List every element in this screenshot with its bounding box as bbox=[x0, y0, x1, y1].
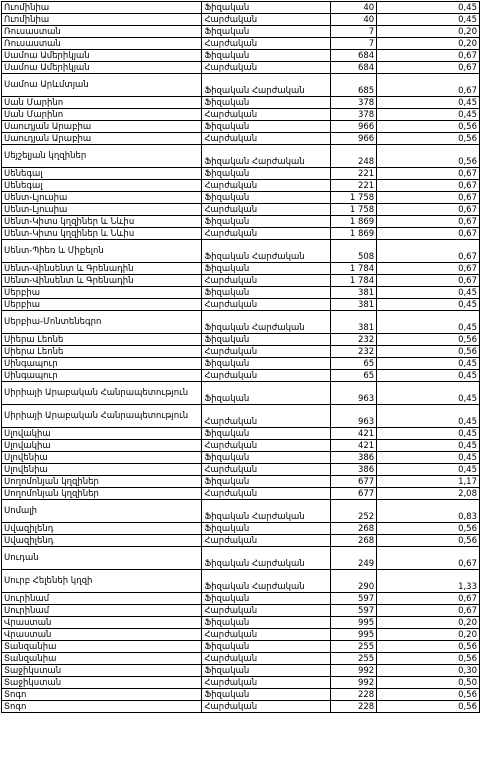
country-cell: Սվազիլենդ bbox=[2, 523, 202, 535]
table-row bbox=[2, 701, 480, 713]
type-cell: Ֆիզական Հարժական bbox=[202, 547, 330, 570]
type-cell: Ֆիզական Հարժական bbox=[202, 145, 330, 168]
table-row bbox=[2, 216, 480, 228]
table-row bbox=[2, 500, 480, 523]
type-cell: Ֆիզական bbox=[202, 593, 330, 605]
country-cell: Սոմալի bbox=[2, 500, 202, 523]
type-cell: Հարժական bbox=[202, 405, 330, 428]
country-cell: Սինգապուր bbox=[2, 370, 202, 382]
rate-cell: 0,45 bbox=[377, 428, 480, 440]
table-row bbox=[2, 311, 480, 334]
type-cell: Հարժական bbox=[202, 464, 330, 476]
rate-cell: 0,67 bbox=[377, 180, 480, 192]
rate-cell: 0,67 bbox=[377, 168, 480, 180]
rate-cell: 0,56 bbox=[377, 653, 480, 665]
country-cell: Սենտ-Կիտս կղզիներ և Նևիս bbox=[2, 216, 202, 228]
country-cell: Սենտ-Վինսենտ և Գրենադին bbox=[2, 275, 202, 287]
type-cell: Հարժական bbox=[202, 275, 330, 287]
rate-cell: 0,45 bbox=[377, 405, 480, 428]
code-cell: 268 bbox=[330, 535, 376, 547]
table-row bbox=[2, 74, 480, 97]
country-cell: Սաուդյան Արաբիա bbox=[2, 121, 202, 133]
code-cell: 381 bbox=[330, 287, 376, 299]
table-row bbox=[2, 593, 480, 605]
country-cell: Սենեգալ bbox=[2, 180, 202, 192]
code-cell: 421 bbox=[330, 428, 376, 440]
table-row bbox=[2, 629, 480, 641]
type-cell: Ֆիզական bbox=[202, 523, 330, 535]
table-row bbox=[2, 689, 480, 701]
rate-cell: 0,67 bbox=[377, 240, 480, 263]
country-cell: Սլովակիա bbox=[2, 440, 202, 452]
type-cell: Հարժական bbox=[202, 701, 330, 713]
country-cell: Սուդան bbox=[2, 547, 202, 570]
type-cell: Ֆիզական bbox=[202, 263, 330, 275]
table-row bbox=[2, 605, 480, 617]
type-cell: Ֆիզական Հարժական bbox=[202, 311, 330, 334]
type-cell: Ֆիզական bbox=[202, 428, 330, 440]
rates-table bbox=[1, 1, 480, 713]
code-cell: 7 bbox=[330, 26, 376, 38]
table-row bbox=[2, 405, 480, 428]
type-cell: Ֆիզական bbox=[202, 121, 330, 133]
code-cell: 421 bbox=[330, 440, 376, 452]
rate-cell: 1,17 bbox=[377, 476, 480, 488]
code-cell: 1 784 bbox=[330, 275, 376, 287]
country-cell: Սուրինամ bbox=[2, 605, 202, 617]
table-row bbox=[2, 382, 480, 405]
code-cell: 1 758 bbox=[330, 192, 376, 204]
table-row bbox=[2, 570, 480, 593]
code-cell: 386 bbox=[330, 452, 376, 464]
country-cell: Սողոմոնյան կղզիներ bbox=[2, 476, 202, 488]
type-cell: Ֆիզական bbox=[202, 2, 330, 14]
table-row bbox=[2, 287, 480, 299]
country-cell: Սամոա Ամերիկյան bbox=[2, 62, 202, 74]
type-cell: Ֆիզական bbox=[202, 216, 330, 228]
table-row bbox=[2, 275, 480, 287]
table-row bbox=[2, 677, 480, 689]
rate-cell: 0,30 bbox=[377, 665, 480, 677]
type-cell: Ֆիզական Հարժական bbox=[202, 570, 330, 593]
country-cell: Սամոա Արևմտյան bbox=[2, 74, 202, 97]
table-row bbox=[2, 535, 480, 547]
code-cell: 221 bbox=[330, 180, 376, 192]
code-cell: 508 bbox=[330, 240, 376, 263]
code-cell: 252 bbox=[330, 500, 376, 523]
rate-cell: 0,45 bbox=[377, 97, 480, 109]
country-cell: Տաջիկստան bbox=[2, 665, 202, 677]
country-cell: Սերբիա bbox=[2, 287, 202, 299]
country-cell: Սենեգալ bbox=[2, 168, 202, 180]
rate-cell: 0,67 bbox=[377, 605, 480, 617]
code-cell: 40 bbox=[330, 2, 376, 14]
type-cell: Ֆիզական Հարժական bbox=[202, 74, 330, 97]
country-cell: Ռուսաստան bbox=[2, 38, 202, 50]
country-cell: Սենտ-Կիտս կղզիներ և Նևիս bbox=[2, 228, 202, 240]
type-cell: Հարժական bbox=[202, 62, 330, 74]
table-row bbox=[2, 97, 480, 109]
type-cell: Հարժական bbox=[202, 14, 330, 26]
type-cell: Ֆիզական bbox=[202, 50, 330, 62]
rate-cell: 0,45 bbox=[377, 452, 480, 464]
country-cell: Տանզանիա bbox=[2, 653, 202, 665]
rate-cell: 0,67 bbox=[377, 192, 480, 204]
table-row bbox=[2, 38, 480, 50]
type-cell: Ֆիզական bbox=[202, 168, 330, 180]
country-cell: Սուրինամ bbox=[2, 593, 202, 605]
code-cell: 386 bbox=[330, 464, 376, 476]
country-cell: Սաուդյան Արաբիա bbox=[2, 133, 202, 145]
country-cell: Սլովենիա bbox=[2, 464, 202, 476]
country-cell: Ուոմինիա bbox=[2, 2, 202, 14]
rate-cell: 0,56 bbox=[377, 133, 480, 145]
code-cell: 1 869 bbox=[330, 228, 376, 240]
type-cell: Հարժական bbox=[202, 629, 330, 641]
type-cell: Հարժական bbox=[202, 228, 330, 240]
table-row bbox=[2, 62, 480, 74]
country-cell: Վրաստան bbox=[2, 617, 202, 629]
type-cell: Ֆիզական Հարժական bbox=[202, 240, 330, 263]
type-cell: Հարժական bbox=[202, 488, 330, 500]
country-cell: Սան Մարինո bbox=[2, 109, 202, 121]
table-row bbox=[2, 440, 480, 452]
code-cell: 268 bbox=[330, 523, 376, 535]
table-row bbox=[2, 488, 480, 500]
code-cell: 966 bbox=[330, 133, 376, 145]
table-row bbox=[2, 192, 480, 204]
code-cell: 685 bbox=[330, 74, 376, 97]
rate-cell: 0,56 bbox=[377, 689, 480, 701]
country-cell: Սենտ-Լյուսիա bbox=[2, 204, 202, 216]
code-cell: 597 bbox=[330, 593, 376, 605]
country-cell: Սիրիայի Արաբական Հանրապետություն bbox=[2, 382, 202, 405]
country-cell: Սան Մարինո bbox=[2, 97, 202, 109]
rate-cell: 0,45 bbox=[377, 299, 480, 311]
table-row bbox=[2, 180, 480, 192]
code-cell: 963 bbox=[330, 405, 376, 428]
country-cell: Սինգապուր bbox=[2, 358, 202, 370]
table-row bbox=[2, 145, 480, 168]
country-cell: Ուոմինիա bbox=[2, 14, 202, 26]
code-cell: 40 bbox=[330, 14, 376, 26]
rate-cell: 2,08 bbox=[377, 488, 480, 500]
rate-cell: 0,67 bbox=[377, 50, 480, 62]
code-cell: 255 bbox=[330, 641, 376, 653]
table-row bbox=[2, 14, 480, 26]
table-row bbox=[2, 665, 480, 677]
type-cell: Հարժական bbox=[202, 299, 330, 311]
type-cell: Հարժական bbox=[202, 370, 330, 382]
code-cell: 232 bbox=[330, 334, 376, 346]
country-cell: Սուրբ Հելենեի կղզի bbox=[2, 570, 202, 593]
rate-cell: 0,67 bbox=[377, 62, 480, 74]
rates-table-body bbox=[2, 2, 480, 713]
code-cell: 1 869 bbox=[330, 216, 376, 228]
rate-cell: 0,67 bbox=[377, 216, 480, 228]
rate-cell: 0,67 bbox=[377, 228, 480, 240]
rate-cell: 0,56 bbox=[377, 145, 480, 168]
type-cell: Ֆիզական bbox=[202, 26, 330, 38]
type-cell: Հարժական bbox=[202, 535, 330, 547]
rate-cell: 0,50 bbox=[377, 677, 480, 689]
code-cell: 684 bbox=[330, 62, 376, 74]
type-cell: Ֆիզական bbox=[202, 617, 330, 629]
table-row bbox=[2, 617, 480, 629]
type-cell: Հարժական bbox=[202, 677, 330, 689]
type-cell: Հարժական bbox=[202, 133, 330, 145]
rate-cell: 0,67 bbox=[377, 204, 480, 216]
country-cell: Սենտ-Լյուսիա bbox=[2, 192, 202, 204]
code-cell: 1 784 bbox=[330, 263, 376, 275]
country-cell: Տաջիկստան bbox=[2, 677, 202, 689]
table-row bbox=[2, 464, 480, 476]
code-cell: 597 bbox=[330, 605, 376, 617]
code-cell: 381 bbox=[330, 299, 376, 311]
type-cell: Հարժական bbox=[202, 440, 330, 452]
country-cell: Սերբիա bbox=[2, 299, 202, 311]
rate-cell: 0,45 bbox=[377, 287, 480, 299]
code-cell: 381 bbox=[330, 311, 376, 334]
type-cell: Հարժական bbox=[202, 180, 330, 192]
country-cell: Տոգո bbox=[2, 701, 202, 713]
type-cell: Հարժական bbox=[202, 204, 330, 216]
table-row bbox=[2, 228, 480, 240]
table-row bbox=[2, 299, 480, 311]
code-cell: 228 bbox=[330, 701, 376, 713]
country-cell: Սլովենիա bbox=[2, 452, 202, 464]
rate-cell: 0,67 bbox=[377, 593, 480, 605]
code-cell: 992 bbox=[330, 665, 376, 677]
country-cell: Սիրիայի Արաբական Հանրապետություն bbox=[2, 405, 202, 428]
country-cell: Սեյշելյան կղզիներ bbox=[2, 145, 202, 168]
rate-cell: 0,67 bbox=[377, 263, 480, 275]
rate-cell: 0,45 bbox=[377, 382, 480, 405]
rate-cell: 0,56 bbox=[377, 334, 480, 346]
table-row bbox=[2, 50, 480, 62]
rate-cell: 0,56 bbox=[377, 346, 480, 358]
rate-cell: 0,83 bbox=[377, 500, 480, 523]
table-row bbox=[2, 653, 480, 665]
code-cell: 992 bbox=[330, 677, 376, 689]
type-cell: Ֆիզական bbox=[202, 665, 330, 677]
rate-cell: 0,45 bbox=[377, 109, 480, 121]
country-cell: Ռուսաստան bbox=[2, 26, 202, 38]
rate-cell: 0,45 bbox=[377, 2, 480, 14]
table-row bbox=[2, 547, 480, 570]
table-row bbox=[2, 204, 480, 216]
country-cell: Սենտ-Վինսենտ և Գրենադին bbox=[2, 263, 202, 275]
country-cell: Տանզանիա bbox=[2, 641, 202, 653]
table-row bbox=[2, 26, 480, 38]
rate-cell: 0,67 bbox=[377, 74, 480, 97]
type-cell: Ֆիզական bbox=[202, 689, 330, 701]
rate-cell: 0,67 bbox=[377, 275, 480, 287]
type-cell: Հարժական bbox=[202, 346, 330, 358]
type-cell: Ֆիզական bbox=[202, 452, 330, 464]
table-row bbox=[2, 121, 480, 133]
code-cell: 995 bbox=[330, 629, 376, 641]
code-cell: 65 bbox=[330, 370, 376, 382]
type-cell: Հարժական bbox=[202, 605, 330, 617]
type-cell: Ֆիզական bbox=[202, 192, 330, 204]
code-cell: 255 bbox=[330, 653, 376, 665]
rate-cell: 0,56 bbox=[377, 701, 480, 713]
rate-cell: 0,56 bbox=[377, 535, 480, 547]
type-cell: Ֆիզական bbox=[202, 382, 330, 405]
country-cell: Տոգո bbox=[2, 689, 202, 701]
table-row bbox=[2, 452, 480, 464]
country-cell: Սենտ-Պիեռ և Միքելոն bbox=[2, 240, 202, 263]
code-cell: 232 bbox=[330, 346, 376, 358]
code-cell: 248 bbox=[330, 145, 376, 168]
type-cell: Ֆիզական bbox=[202, 476, 330, 488]
rate-cell: 0,20 bbox=[377, 629, 480, 641]
rate-cell: 0,20 bbox=[377, 26, 480, 38]
country-cell: Սիերա Լեոնե bbox=[2, 346, 202, 358]
rate-cell: 0,45 bbox=[377, 440, 480, 452]
code-cell: 995 bbox=[330, 617, 376, 629]
table-row bbox=[2, 109, 480, 121]
rate-cell: 1,33 bbox=[377, 570, 480, 593]
table-row bbox=[2, 428, 480, 440]
rate-cell: 0,67 bbox=[377, 547, 480, 570]
rate-cell: 0,45 bbox=[377, 464, 480, 476]
code-cell: 290 bbox=[330, 570, 376, 593]
rate-cell: 0,20 bbox=[377, 617, 480, 629]
type-cell: Հարժական bbox=[202, 109, 330, 121]
table-row bbox=[2, 263, 480, 275]
code-cell: 963 bbox=[330, 382, 376, 405]
type-cell: Ֆիզական bbox=[202, 641, 330, 653]
rate-cell: 0,20 bbox=[377, 38, 480, 50]
country-cell: Սլովակիա bbox=[2, 428, 202, 440]
table-row bbox=[2, 523, 480, 535]
table-row bbox=[2, 2, 480, 14]
rate-cell: 0,45 bbox=[377, 311, 480, 334]
country-cell: Սիերա Լեոնե bbox=[2, 334, 202, 346]
table-row bbox=[2, 240, 480, 263]
code-cell: 65 bbox=[330, 358, 376, 370]
type-cell: Ֆիզական bbox=[202, 97, 330, 109]
code-cell: 221 bbox=[330, 168, 376, 180]
type-cell: Ֆիզական bbox=[202, 287, 330, 299]
code-cell: 1 758 bbox=[330, 204, 376, 216]
table-row bbox=[2, 476, 480, 488]
country-cell: Սողոմոնյան կղզիներ bbox=[2, 488, 202, 500]
code-cell: 378 bbox=[330, 109, 376, 121]
code-cell: 249 bbox=[330, 547, 376, 570]
code-cell: 378 bbox=[330, 97, 376, 109]
rate-cell: 0,56 bbox=[377, 641, 480, 653]
country-cell: Սամոա Ամերիկյան bbox=[2, 50, 202, 62]
table-row bbox=[2, 346, 480, 358]
country-cell: Սերբիա-Մոնտենեգրո bbox=[2, 311, 202, 334]
country-cell: Վրաստան bbox=[2, 629, 202, 641]
code-cell: 677 bbox=[330, 488, 376, 500]
rate-cell: 0,45 bbox=[377, 370, 480, 382]
table-row bbox=[2, 133, 480, 145]
type-cell: Հարժական bbox=[202, 653, 330, 665]
table-row bbox=[2, 168, 480, 180]
type-cell: Ֆիզական bbox=[202, 358, 330, 370]
code-cell: 228 bbox=[330, 689, 376, 701]
table-row bbox=[2, 358, 480, 370]
rate-cell: 0,56 bbox=[377, 523, 480, 535]
type-cell: Ֆիզական Հարժական bbox=[202, 500, 330, 523]
type-cell: Ֆիզական bbox=[202, 334, 330, 346]
country-cell: Սվազիլենդ bbox=[2, 535, 202, 547]
code-cell: 684 bbox=[330, 50, 376, 62]
table-row bbox=[2, 641, 480, 653]
type-cell: Հարժական bbox=[202, 38, 330, 50]
code-cell: 677 bbox=[330, 476, 376, 488]
code-cell: 966 bbox=[330, 121, 376, 133]
rate-cell: 0,45 bbox=[377, 358, 480, 370]
table-row bbox=[2, 370, 480, 382]
code-cell: 7 bbox=[330, 38, 376, 50]
table-row bbox=[2, 334, 480, 346]
rate-cell: 0,56 bbox=[377, 121, 480, 133]
rate-cell: 0,45 bbox=[377, 14, 480, 26]
